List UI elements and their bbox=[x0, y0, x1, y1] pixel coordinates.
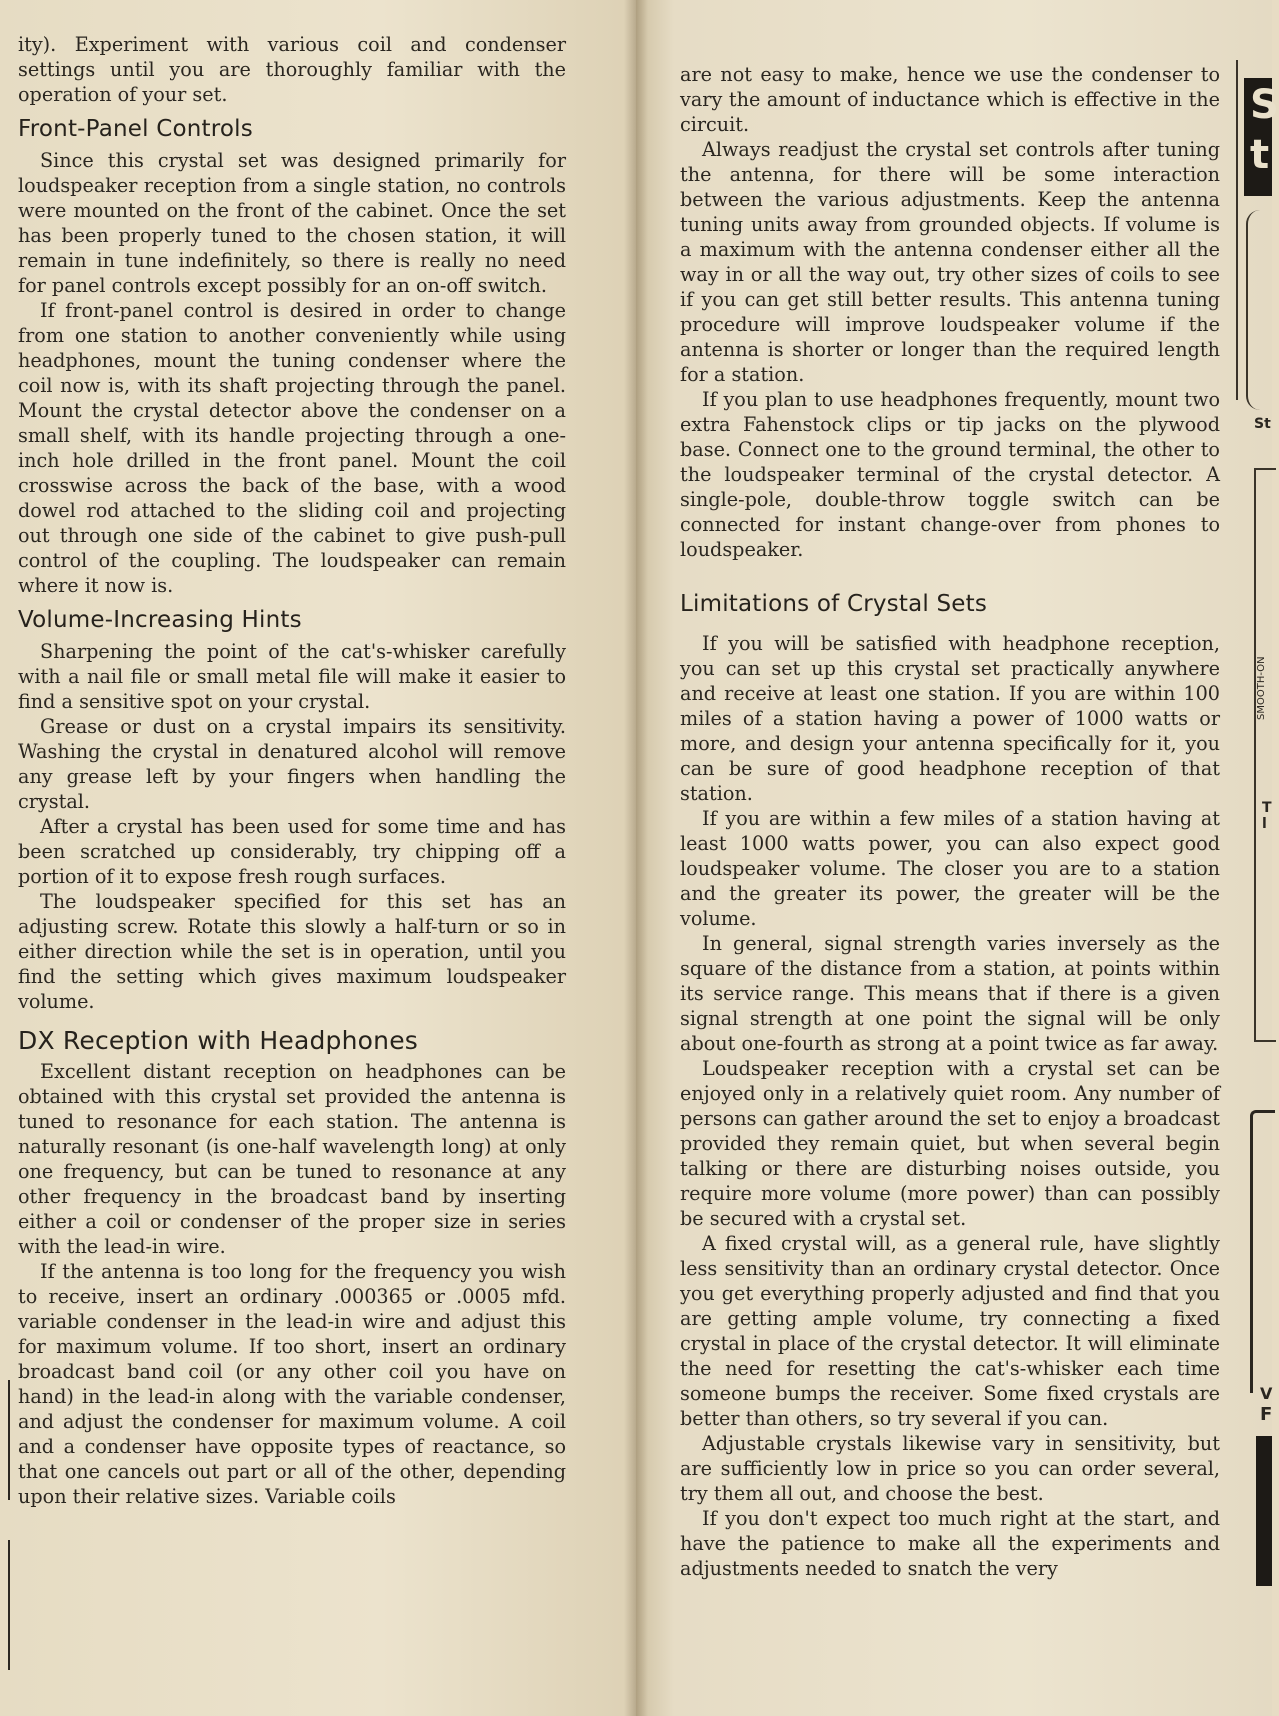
paragraph: If you are within a few miles of a station having at least 1000 watts power, you can also expect good loudspeaker volume. The closer you are to a station and the greater its power, the greater will be the volume. bbox=[680, 807, 1220, 930]
next-page-edge bbox=[1232, 0, 1279, 1716]
paragraph: If the antenna is too long for the frequency you wish to receive, insert an ordinary .000365 or .0005 mfd. variable condenser in the lead-in wire and adjust this for maximum volume. If too short, insert an ordinary broadcast band coil (or any other coil you have on hand) in the lead-in along with the variable condenser, and adjust the condenser for maximum volume. A coil and a condenser have opposite types of reactance, so that one cancels out part or all of the other, depending upon their relative sizes. Variable coils bbox=[18, 1260, 566, 1508]
side-letter: V bbox=[1260, 1384, 1273, 1403]
side-letter: T bbox=[1262, 800, 1272, 816]
paragraph: Adjustable crystals likewise vary in sensitivity, but are sufficiently low in price so you can order several, try them all out, and choose the best. bbox=[680, 1432, 1220, 1505]
paragraph: If you will be satisfied with headphone reception, you can set up this crystal set practically anywhere and receive at least one station. If you are within 100 miles of a station having a power of 1000 watts or more, and design your antenna specifically for it, you can be sure of good headphone reception of that station. bbox=[680, 632, 1220, 805]
paragraph: Sharpening the point of the cat's-whisker carefully with a nail file or small metal file will make it easier to find a sensitive spot on your crystal. bbox=[18, 640, 566, 713]
paragraph: If you don't expect too much right at the start, and have the patience to make all the experiments and adjustments needed to snatch the very bbox=[680, 1507, 1220, 1580]
paragraph: are not easy to make, hence we use the condenser to vary the amount of inductance which is effective in the circuit. bbox=[680, 63, 1220, 136]
photo-fragment bbox=[1256, 1436, 1272, 1586]
paragraph: Grease or dust on a crystal impairs its sensitivity. Washing the crystal in denatured alcohol will remove any grease left by your fingers when handling the crystal. bbox=[18, 715, 566, 813]
paragraph: Always readjust the crystal set controls after tuning the antenna, for there will be some interaction between the various adjustments. Keep the antenna tuning units away from grounded objects. If volume is a maximum with the antenna condenser either all the way in or all the way out, try other sizes of coils to see if you can get still better results. This antenna tuning procedure will improve loudspeaker volume if the antenna is shorter or longer than the required length for a station. bbox=[680, 138, 1220, 386]
figure-frame bbox=[1254, 468, 1276, 1042]
paragraph: ity). Experiment with various coil and condenser settings until you are thoroughly familiar with the operation of your set. bbox=[18, 33, 566, 106]
section-heading: Volume-Increasing Hints bbox=[18, 607, 302, 633]
paragraph: Excellent distant reception on headphones can be obtained with this crystal set provided the antenna is tuned to resonance for each station. The antenna is naturally resonant (is one-half wavelength long) at only one frequency, but can be tuned to resonance at any other frequency in the broadcast band by inserting either a coil or condenser of the proper size in series with the lead-in wire. bbox=[18, 1060, 566, 1258]
illustration-fragment bbox=[1246, 210, 1272, 410]
paragraph: A fixed crystal will, as a general rule, have slightly less sensitivity than an ordinary crystal detector. Once you get everything properly adjusted and find that you are getting ample volume, try connecting a fixed crystal in place of the crystal detector. It will eliminate the need for resetting the cat's-whisker each time someone bumps the receiver. Some fixed crystals are better than others, so try several if you can. bbox=[680, 1232, 1220, 1430]
section-heading: Front-Panel Controls bbox=[18, 116, 253, 142]
right-column bbox=[680, 62, 1220, 1581]
heading-fragment: S t bbox=[1250, 82, 1279, 178]
side-letter: l bbox=[1262, 816, 1267, 832]
paragraph: If front-panel control is desired in order to change from one station to another conveniently while using headphones, mount the tuning condenser where the coil now is, with its shaft projecting through the panel. Mount the crystal detector above the condenser on a small shelf, with its handle projecting through a one-inch hole drilled in the front panel. Mount the coil crosswise across the back of the base, with a wood dowel rod attached to the sliding coil and projecting out through one side of the cabinet to give push-pull control of the coupling. The loudspeaker can remain where it now is. bbox=[18, 299, 566, 597]
section-heading: DX Reception with Headphones bbox=[18, 1026, 418, 1055]
left-column bbox=[18, 32, 566, 1509]
frame-fragment bbox=[1250, 1110, 1275, 1393]
section-heading: Limitations of Crystal Sets bbox=[680, 591, 988, 617]
vertical-label: SMOOTH-ON bbox=[1256, 656, 1267, 720]
paragraph: Since this crystal set was designed primarily for loudspeaker reception from a single station, no controls were mounted on the front of the cabinet. Once the set has been properly tuned to the chosen station, it will remain in tune indefinitely, so there is really no need for panel controls except possibly for an on-off switch. bbox=[18, 149, 566, 297]
caption-fragment: St bbox=[1254, 416, 1271, 432]
paragraph: The loudspeaker specified for this set has an adjusting screw. Rotate this slowly a half-turn or so in either direction while the set is in operation, until you find the setting which gives maximum loudspeaker volume. bbox=[18, 890, 566, 1013]
margin-bar bbox=[8, 1540, 10, 1670]
book-gutter bbox=[624, 0, 648, 1716]
divider-rule bbox=[1236, 60, 1238, 400]
paragraph: After a crystal has been used for some time and has been scratched up considerably, try chipping off a portion of it to expose fresh rough surfaces. bbox=[18, 815, 566, 888]
margin-bar bbox=[8, 1380, 10, 1500]
paragraph: If you plan to use headphones frequently, mount two extra Fahenstock clips or tip jacks on the plywood base. Connect one to the ground terminal, the other to the loudspeaker terminal of the crystal detector. A single-pole, double-throw toggle switch can be connected for instant change-over from phones to loudspeaker. bbox=[680, 388, 1220, 561]
paragraph: In general, signal strength varies inversely as the square of the distance from a station, at points within its service range. This means that if there is a given signal strength at one point the signal will be only about one-fourth as strong at a point twice as far away. bbox=[680, 932, 1220, 1055]
side-letter: F bbox=[1260, 1404, 1273, 1425]
paragraph: Loudspeaker reception with a crystal set can be enjoyed only in a relatively quiet room. Any number of persons can gather around the set to enjoy a broadcast provided they remain quiet, but when several begin talking or there are disturbing noises outside, you require more volume (more power) than can possibly be secured with a crystal set. bbox=[680, 1057, 1220, 1230]
